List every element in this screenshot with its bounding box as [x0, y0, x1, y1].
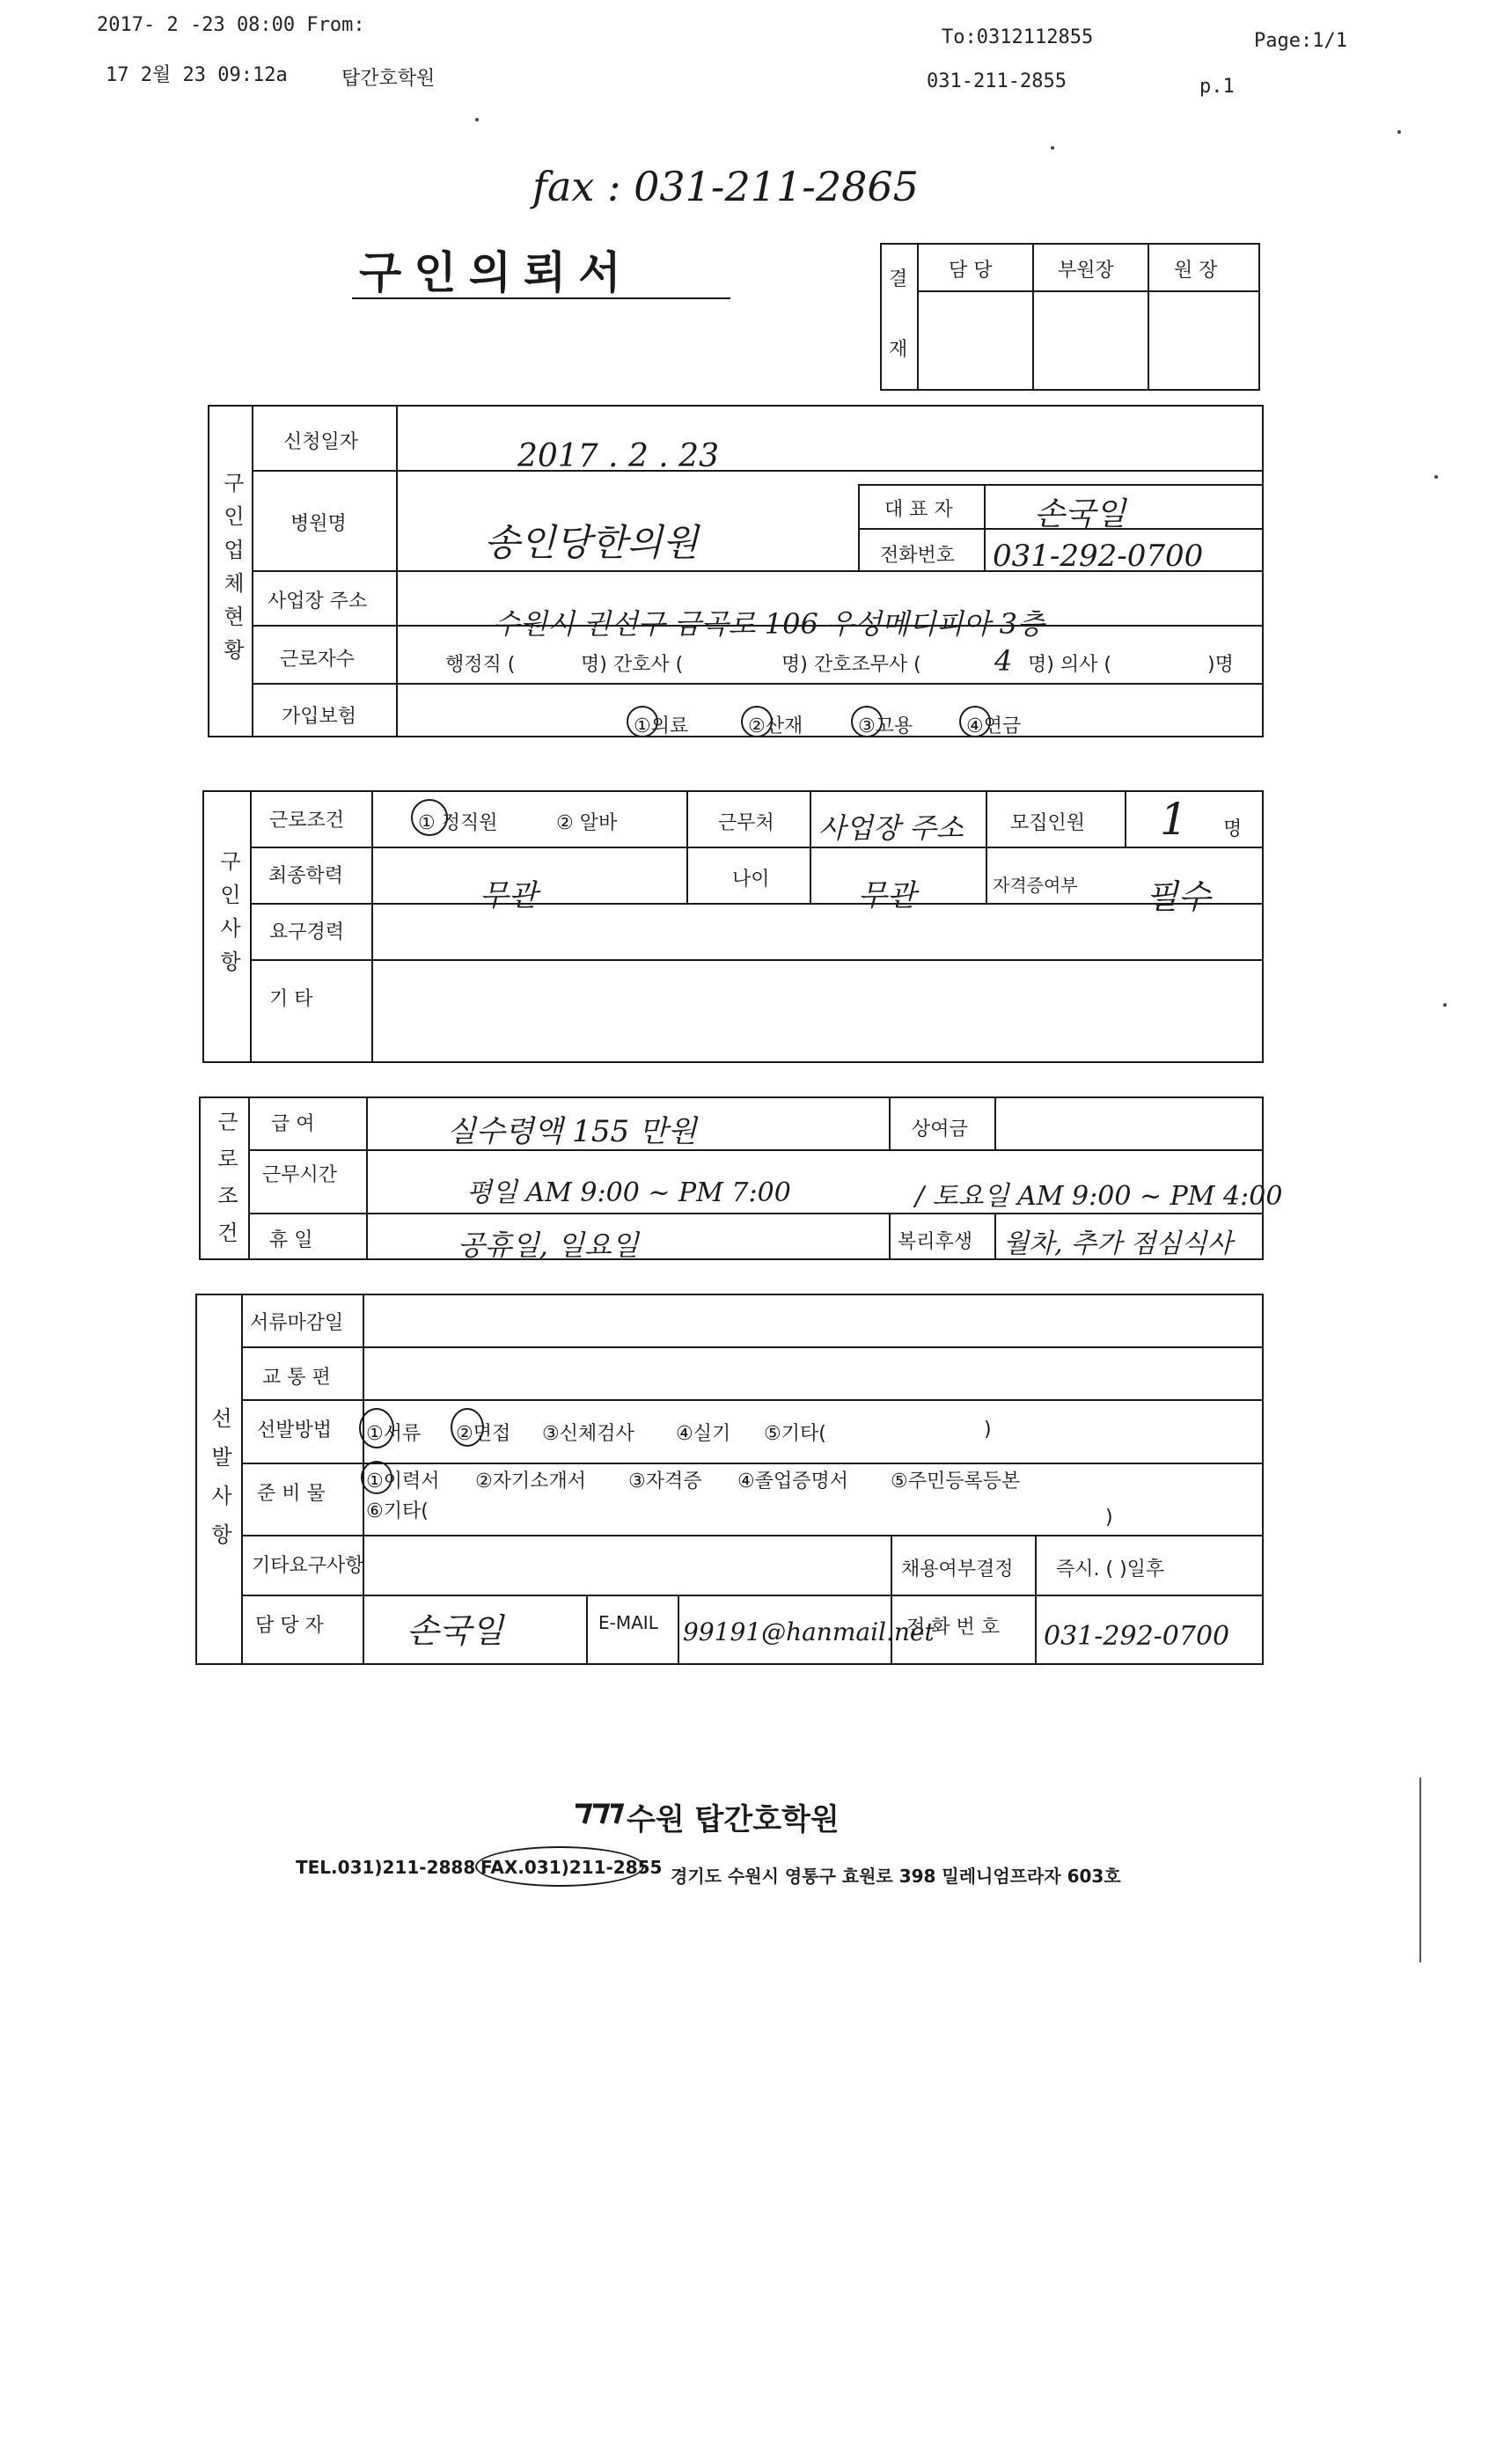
- fax-header-to: To:0312112855: [942, 26, 1094, 48]
- welfare-value: 월차, 추가 점심식사: [1003, 1228, 1233, 1259]
- footer-fax: FAX.031)211-2855: [480, 1857, 663, 1878]
- recruit-etc-label: 기 타: [269, 988, 313, 1010]
- documents-registration: ⑤주민등록등본: [891, 1470, 1021, 1492]
- selection-section-label: 선 발 사 항: [211, 1406, 232, 1547]
- hire-decision-label: 채용여부결정: [901, 1558, 1014, 1580]
- method-documents-circle: [359, 1408, 394, 1448]
- insurance-label: 가입보험: [282, 706, 357, 728]
- approval-side-label-1: 결: [889, 268, 908, 290]
- education-value: 무관: [480, 878, 538, 913]
- age-value: 무관: [858, 878, 916, 913]
- documents-diploma: ④졸업증명서: [737, 1470, 848, 1492]
- documents-resume: ①이력서: [366, 1470, 440, 1492]
- contact-phone-label: 전 화 번 호: [906, 1617, 1000, 1639]
- approval-side-label-2: 재: [889, 339, 908, 361]
- method-interview-circle: [451, 1408, 484, 1447]
- license-label: 자격증여부: [993, 875, 1078, 896]
- workers-doctor: 명) 의사 (: [1028, 654, 1111, 676]
- workers-admin: 행정직 (: [445, 654, 516, 676]
- footer-fax-circle: [475, 1846, 644, 1887]
- condition-fulltime-circle: [411, 799, 448, 836]
- holiday-label: 휴 일: [269, 1229, 313, 1251]
- documents-license: ③자격증: [628, 1470, 702, 1492]
- documents-other: ⑥기타(: [366, 1500, 429, 1522]
- workplace-label: 근무처: [718, 812, 774, 834]
- insurance-medical-circle: [627, 706, 658, 737]
- fax-header-sent-time: 2017- 2 -23 08:00 From:: [97, 14, 365, 36]
- insurance-option-employment: ③고용: [858, 715, 913, 737]
- insurance-option-pension: ④연금: [966, 715, 1022, 737]
- address-value: 수원시 권선구 금곡로 106 우성메디피아 3층: [493, 607, 1045, 641]
- contact-phone-value: 031-292-0700: [1044, 1621, 1230, 1652]
- address-label: 사업장 주소: [268, 590, 368, 612]
- insurance-accident-circle: [741, 706, 773, 737]
- footer-school-name: 수원 탑간호학원: [627, 1802, 840, 1837]
- scan-speck: [1443, 1003, 1447, 1007]
- apply-date-label: 신청일자: [283, 431, 359, 453]
- insurance-pension-circle: [959, 706, 991, 737]
- scan-speck: [475, 118, 479, 121]
- apply-date-value: 2017 . 2 . 23: [517, 438, 719, 474]
- school-logo-icon: [572, 1797, 625, 1832]
- fax-header-number: 031-211-2855: [927, 70, 1067, 92]
- approval-col-vice-director: 부원장: [1058, 260, 1114, 282]
- age-label: 나이: [732, 869, 770, 891]
- deadline-label: 서류마감일: [250, 1312, 344, 1334]
- title-underline: [352, 297, 730, 299]
- workers-nurse: 명) 간호사 (: [581, 654, 684, 676]
- work-section-label: 근 로 조 건: [217, 1110, 238, 1245]
- welfare-label: 복리후생: [898, 1231, 973, 1253]
- approval-col-director: 원 장: [1174, 260, 1218, 282]
- footer-tel: TEL.031)211-2888: [296, 1857, 476, 1878]
- experience-label: 요구경력: [269, 921, 345, 943]
- selection-section: [195, 1294, 1264, 1665]
- headcount-label: 모집인원: [1010, 812, 1086, 834]
- other-requirements-label: 기타요구사항: [252, 1555, 364, 1577]
- workers-label: 근로자수: [280, 649, 356, 671]
- method-label: 선발방법: [257, 1419, 333, 1441]
- hours-saturday-value: / 토요일 AM 9:00 ~ PM 4:00: [915, 1181, 1283, 1212]
- scan-speck: [1051, 146, 1054, 150]
- workers-aide: 명) 간호조무사 (: [781, 654, 921, 676]
- condition-label: 근로조건: [269, 810, 345, 832]
- hospital-name-label: 병원명: [290, 513, 347, 535]
- fax-header-received-time: 17 2월 23 09:12a: [106, 64, 288, 86]
- method-option-practical: ④실기: [676, 1423, 731, 1445]
- email-label: E-MAIL: [598, 1612, 658, 1633]
- insurance-option-accident: ②산재: [748, 715, 803, 737]
- scan-speck: [1434, 475, 1438, 479]
- company-section-label: 구 인 업 체 현 황: [224, 471, 245, 663]
- hire-decision-value: 즉시. ( )일후: [1056, 1558, 1165, 1580]
- phone-value: 031-292-0700: [993, 539, 1204, 574]
- documents-resume-circle: [361, 1461, 392, 1494]
- fax-header-page: Page:1/1: [1254, 30, 1347, 52]
- hospital-name-value: 송인당한의원: [484, 521, 699, 564]
- representative-label: 대 표 자: [884, 499, 953, 521]
- fax-header-school: 탑간호학원: [341, 68, 436, 90]
- education-label: 최종학력: [268, 865, 344, 887]
- workers-doctor-unit: )명: [1207, 654, 1234, 676]
- contact-value: 손국일: [407, 1611, 504, 1650]
- headcount-value: 1: [1160, 794, 1188, 845]
- pay-value: 실수령액 155 만원: [447, 1114, 697, 1149]
- documents-other-end: ): [1105, 1507, 1113, 1529]
- hours-label: 근무시간: [262, 1164, 338, 1186]
- workplace-value: 사업장 주소: [818, 811, 964, 845]
- documents-label: 준 비 물: [257, 1483, 326, 1505]
- transport-label: 교 통 편: [262, 1367, 331, 1389]
- license-value: 필수: [1146, 877, 1211, 916]
- page-title: 구인의뢰서: [359, 247, 634, 298]
- headcount-unit: 명: [1223, 818, 1243, 840]
- handwritten-fax-number: fax : 031-211-2865: [532, 163, 919, 210]
- method-option-interview: ②면접: [456, 1423, 511, 1445]
- method-option-other-end: ): [984, 1419, 992, 1441]
- bonus-label: 상여금: [912, 1118, 968, 1140]
- insurance-employment-circle: [851, 706, 883, 737]
- workers-aide-count: 4: [994, 644, 1013, 678]
- documents-cover-letter: ②자기소개서: [475, 1470, 586, 1492]
- email-value: 99191@hanmail.net: [683, 1617, 935, 1646]
- pay-label: 급 여: [271, 1113, 315, 1135]
- scan-speck: [1397, 130, 1401, 134]
- condition-option-parttime: ② 알바: [556, 812, 618, 834]
- method-option-other: ⑤기타(: [764, 1423, 826, 1445]
- condition-option-fulltime: ① 정직원: [418, 812, 498, 834]
- holiday-value: 공휴일, 일요일: [458, 1228, 639, 1262]
- contact-label: 담 당 자: [255, 1615, 324, 1637]
- representative-value: 손국일: [1034, 496, 1126, 532]
- footer-address: 경기도 수원시 영통구 효원로 398 밀레니엄프라자 603호: [671, 1866, 1121, 1887]
- method-option-documents: ①서류: [366, 1423, 422, 1445]
- fax-header-page-short: p.1: [1199, 76, 1235, 98]
- approval-col-manager: 담 당: [949, 260, 993, 282]
- method-option-physical: ③신체검사: [542, 1423, 634, 1445]
- scan-edge-line: [1419, 1778, 1421, 1962]
- phone-label: 전화번호: [880, 545, 956, 567]
- hours-weekday-value: 평일 AM 9:00 ~ PM 7:00: [466, 1177, 791, 1208]
- insurance-option-medical: ①의료: [634, 715, 689, 737]
- recruit-section-label: 구 인 사 항: [220, 849, 241, 974]
